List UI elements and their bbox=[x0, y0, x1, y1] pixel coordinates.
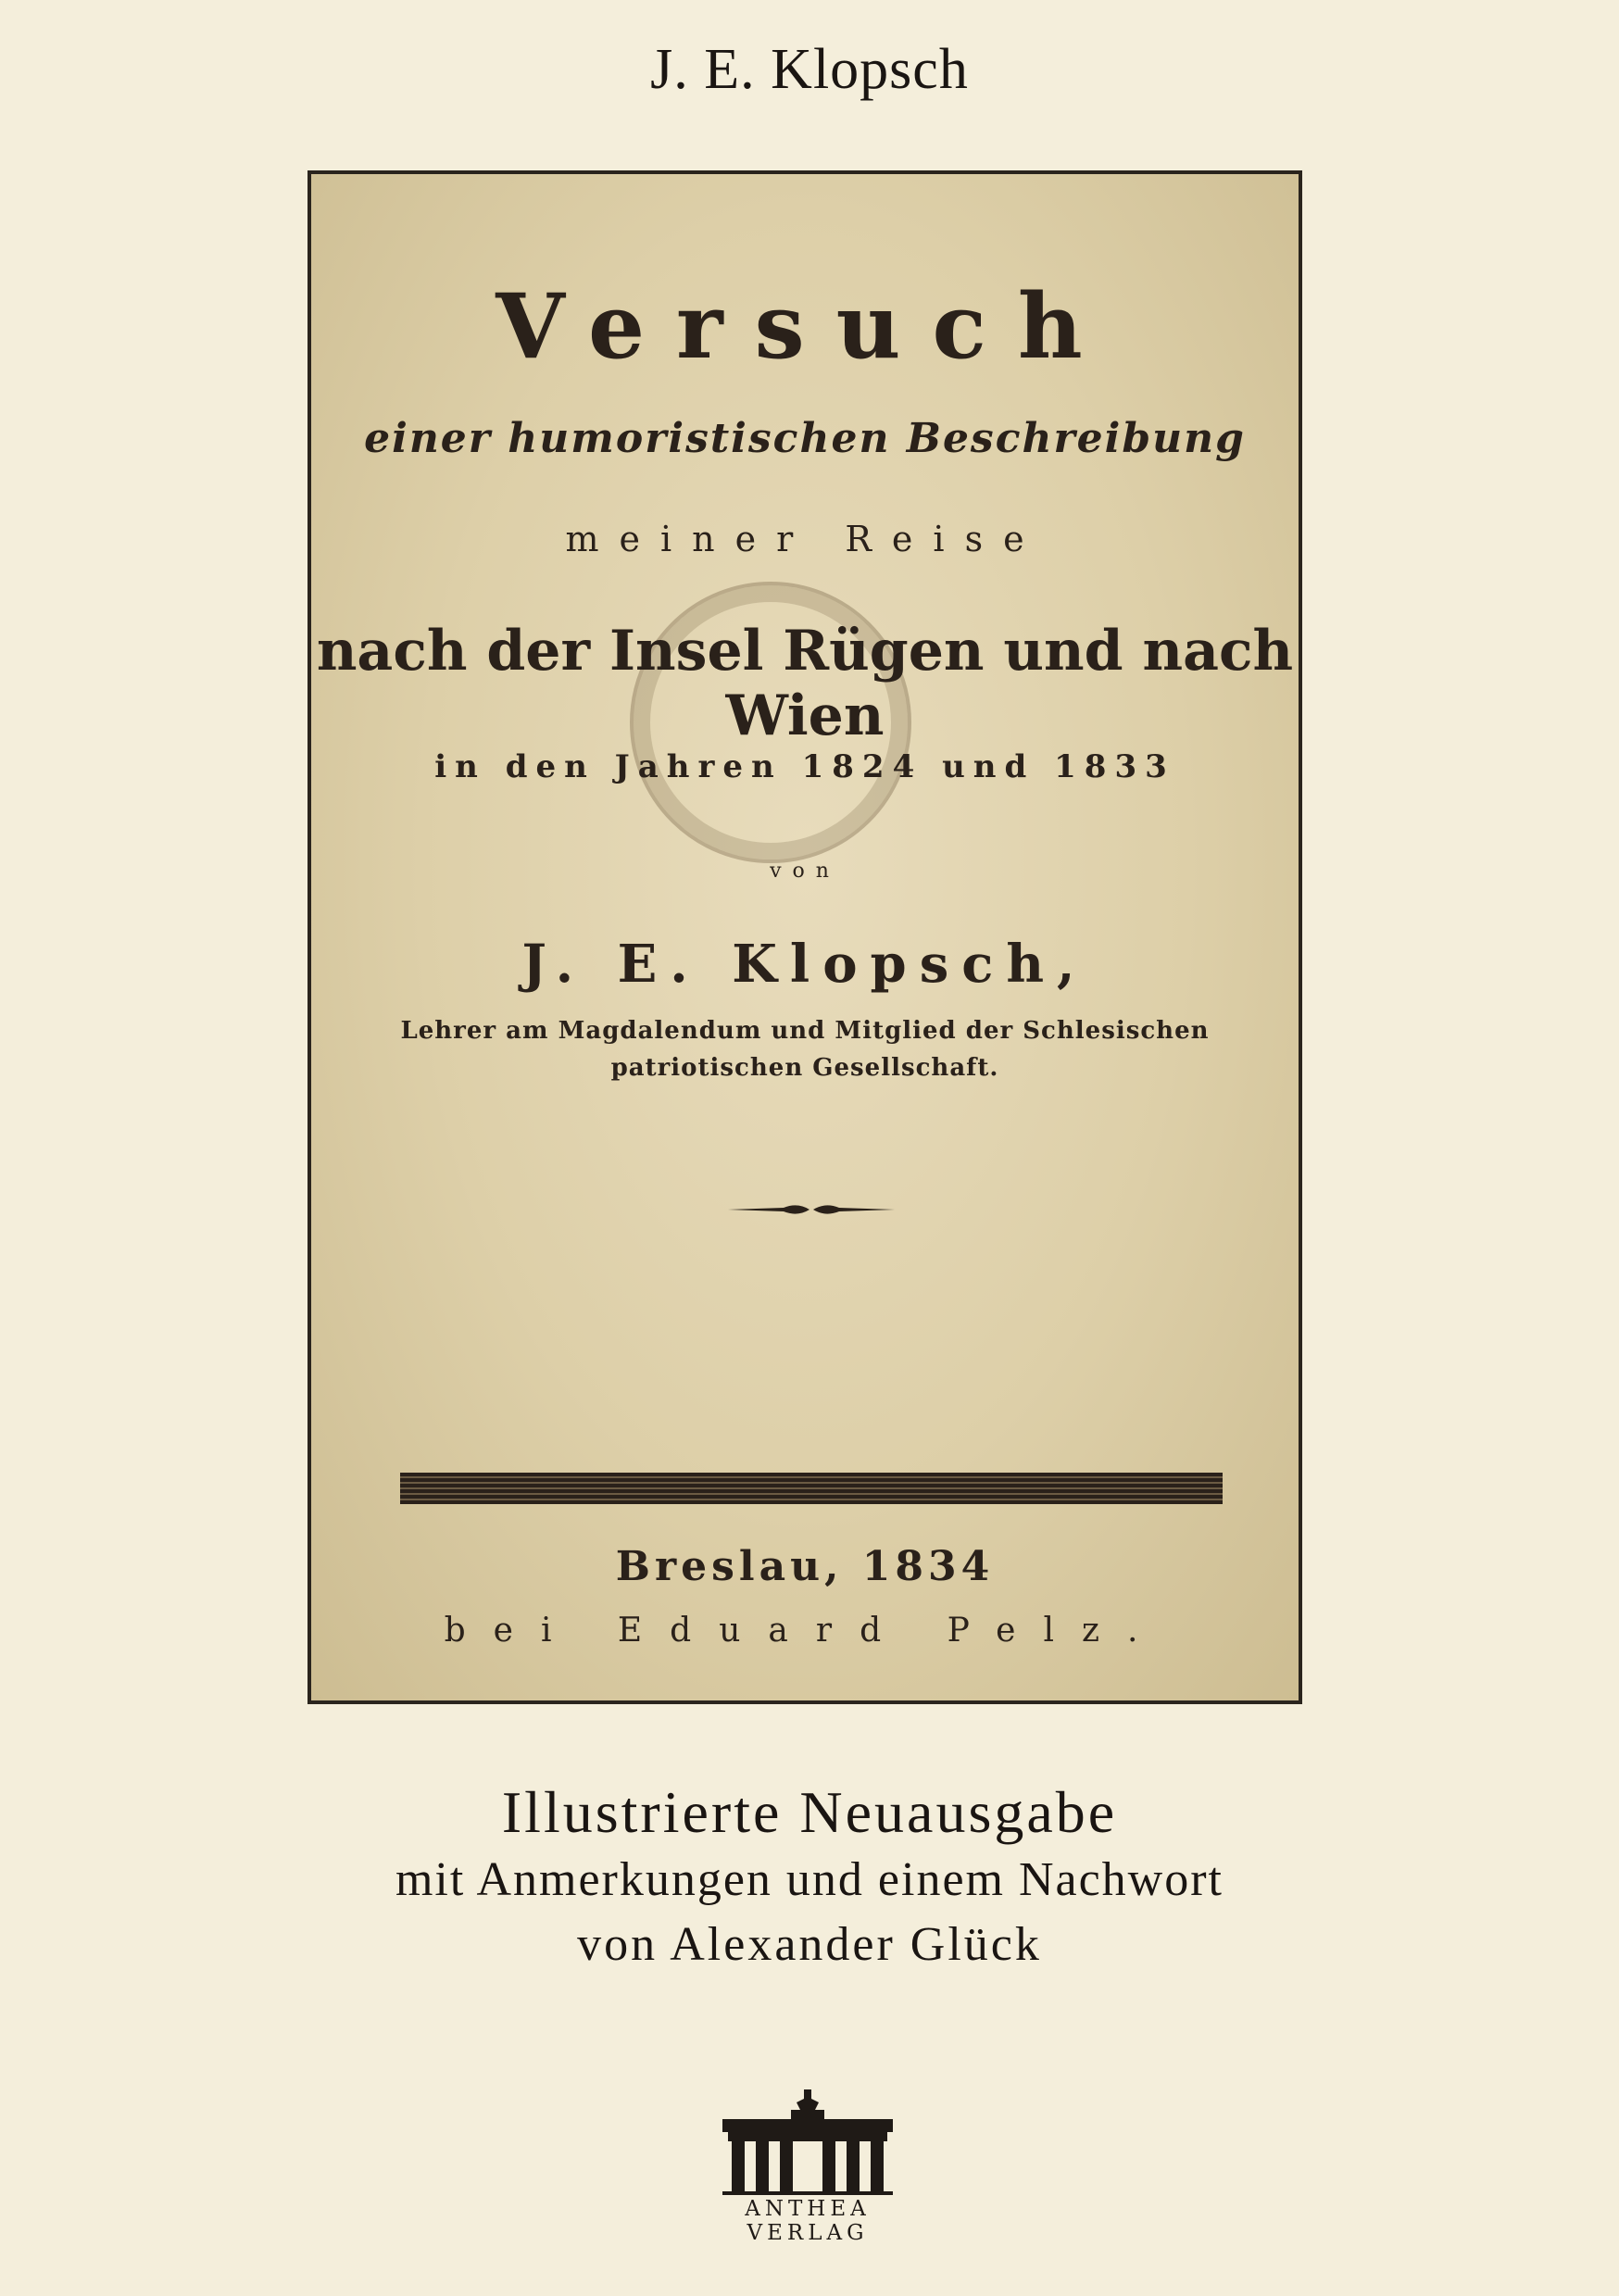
title-page-facsimile bbox=[307, 170, 1302, 1704]
facsimile-line-5: von bbox=[770, 859, 840, 883]
facsimile-line-1: einer humoristischen Beschreibung bbox=[364, 415, 1246, 462]
facsimile-role-2: patriotischen Gesellschaft. bbox=[610, 1054, 999, 1082]
author-name: J. E. Klopsch bbox=[650, 38, 969, 101]
facsimile-line-2: meiner Reise bbox=[565, 519, 1045, 559]
decorative-rule bbox=[400, 1473, 1223, 1504]
facsimile-place-year: Breslau, 1834 bbox=[615, 1543, 995, 1590]
facsimile-line-3: nach der Insel Rügen und nach Wien bbox=[316, 619, 1294, 748]
facsimile-line-4: in den Jahren 1824 und 1833 bbox=[434, 748, 1175, 785]
facsimile-title: Versuch bbox=[496, 274, 1114, 379]
facsimile-author: J. E. Klopsch, bbox=[521, 934, 1088, 995]
facsimile-publisher: bei Eduard Pelz. bbox=[444, 1612, 1166, 1650]
edition-title: Illustrierte Neuausgabe bbox=[501, 1779, 1118, 1845]
ornament-divider bbox=[728, 1198, 895, 1221]
publisher-name-line-2: VERLAG bbox=[747, 2221, 869, 2245]
edition-subtitle: mit Anmerkungen und einem Nachwort bbox=[395, 1853, 1224, 1906]
facsimile-role-1: Lehrer am Magdalendum und Mitglied der Schlesischen bbox=[400, 1017, 1210, 1045]
publisher-name-line-1: ANTHEA bbox=[745, 2197, 871, 2221]
edition-editor: von Alexander Glück bbox=[577, 1918, 1042, 1971]
